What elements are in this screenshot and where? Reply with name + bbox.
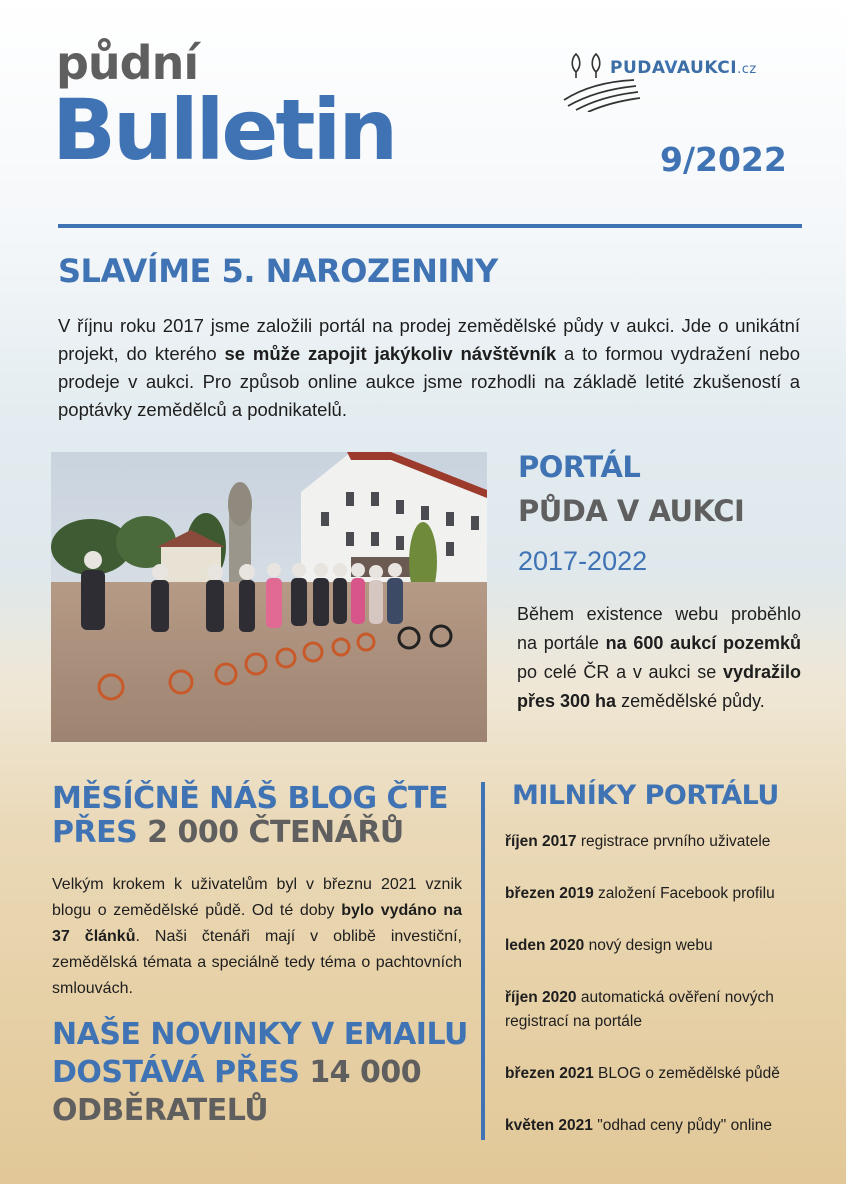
title-small: půdní [56, 36, 199, 90]
milestone-date: leden 2020 [505, 937, 585, 954]
blog-text-bold: bylo vydáno na 37 článků [52, 902, 463, 945]
milestone-text: "odhad ceny půdy" online [592, 1117, 772, 1134]
intro-heading: SLAVÍME 5. NAROZENINY [58, 252, 498, 290]
portal-paragraph [517, 600, 801, 716]
portal-subheading: PŮDA V AUKCI [518, 494, 745, 528]
issue-number: 9/2022 [660, 140, 787, 179]
milestone-item [505, 1114, 825, 1138]
portal-bold-2: vydražilo přes 300 ha [517, 662, 801, 711]
logo-tld: .cz [737, 62, 757, 77]
intro-text-1: V říjnu roku 2017 jsme založili portál na prodej zemědělské půdy v aukci. Jde o unikátní projekt, do kterého [58, 315, 800, 364]
milestones-list [505, 830, 825, 1166]
newsletter-heading [52, 1016, 472, 1130]
milestone-text: založení Facebook profilu [593, 885, 775, 902]
milestone-item [505, 934, 825, 958]
team-photo [51, 452, 487, 742]
logo-part-puda: PUDA [610, 58, 665, 78]
milestone-text: registrace prvního uživatele [576, 833, 771, 850]
milestones-heading: MILNÍKY PORTÁLU [512, 780, 779, 811]
milestone-item [505, 830, 825, 854]
portal-years: 2017-2022 [518, 546, 648, 576]
blog-text-2: . Naši čtenáři mají v oblibě investiční, zemědělská témata a speciálně tedy téma o pachtovních smlouvách. [52, 928, 462, 997]
logo-part-v: V [664, 58, 677, 78]
intro-text-bold: se může zapojit jakýkoliv návštěvník [224, 343, 557, 364]
portal-text-3: zemědělské půdy. [616, 691, 765, 711]
milestone-text: nový design webu [584, 937, 713, 954]
portal-bold-1: na 600 aukcí pozemků [605, 633, 801, 653]
blog-heading-1: MĚSÍČNĚ NÁŠ BLOG ČTE PŘES [52, 781, 449, 850]
newsletter-heading-1: NAŠE NOVINKY V EMAILU DOSTÁVÁ PŘES [52, 1017, 468, 1090]
portal-text-2: po celé ČR a v aukci se [517, 662, 723, 682]
portal-text-1: Během existence webu proběhlo na portále [517, 604, 801, 653]
milestone-item [505, 986, 825, 1034]
portal-heading: PORTÁL [518, 450, 641, 484]
milestone-text: BLOG o zemědělské půdě [593, 1065, 780, 1082]
milestone-date: březen 2021 [505, 1065, 594, 1082]
blog-paragraph [52, 872, 462, 1002]
milestone-item [505, 1062, 825, 1086]
intro-paragraph [58, 312, 800, 424]
column-divider [481, 782, 485, 1140]
milestone-date: květen 2021 [505, 1117, 593, 1134]
intro-text-2: a to formou vydražení nebo prodeje v aukci. Pro způsob online aukce jsme rozhodli na základě letité zkušeností a poptávky zemědělců a podnikatelů. [58, 343, 800, 420]
blog-heading-2: 2 000 ČTENÁŘŮ [147, 815, 404, 850]
blog-heading [52, 782, 472, 850]
milestone-text: automatická ověření nových registrací na portále [505, 989, 774, 1030]
milestone-date: říjen 2017 [505, 833, 577, 850]
blog-text-1: Velkým krokem k uživatelům byl v březnu 2021 vznik blogu o zemědělské půdě. Od té doby [52, 876, 462, 919]
newsletter-heading-2: 14 000 ODBĚRATELŮ [52, 1055, 422, 1128]
milestone-item [505, 882, 825, 906]
logo-part-aukci: AUKCI [676, 58, 738, 78]
logo-text[interactable] [610, 58, 757, 78]
header-divider [58, 224, 802, 228]
page-title: Bulletin [52, 81, 396, 179]
milestone-date: říjen 2020 [505, 989, 577, 1006]
milestone-date: březen 2019 [505, 885, 594, 902]
